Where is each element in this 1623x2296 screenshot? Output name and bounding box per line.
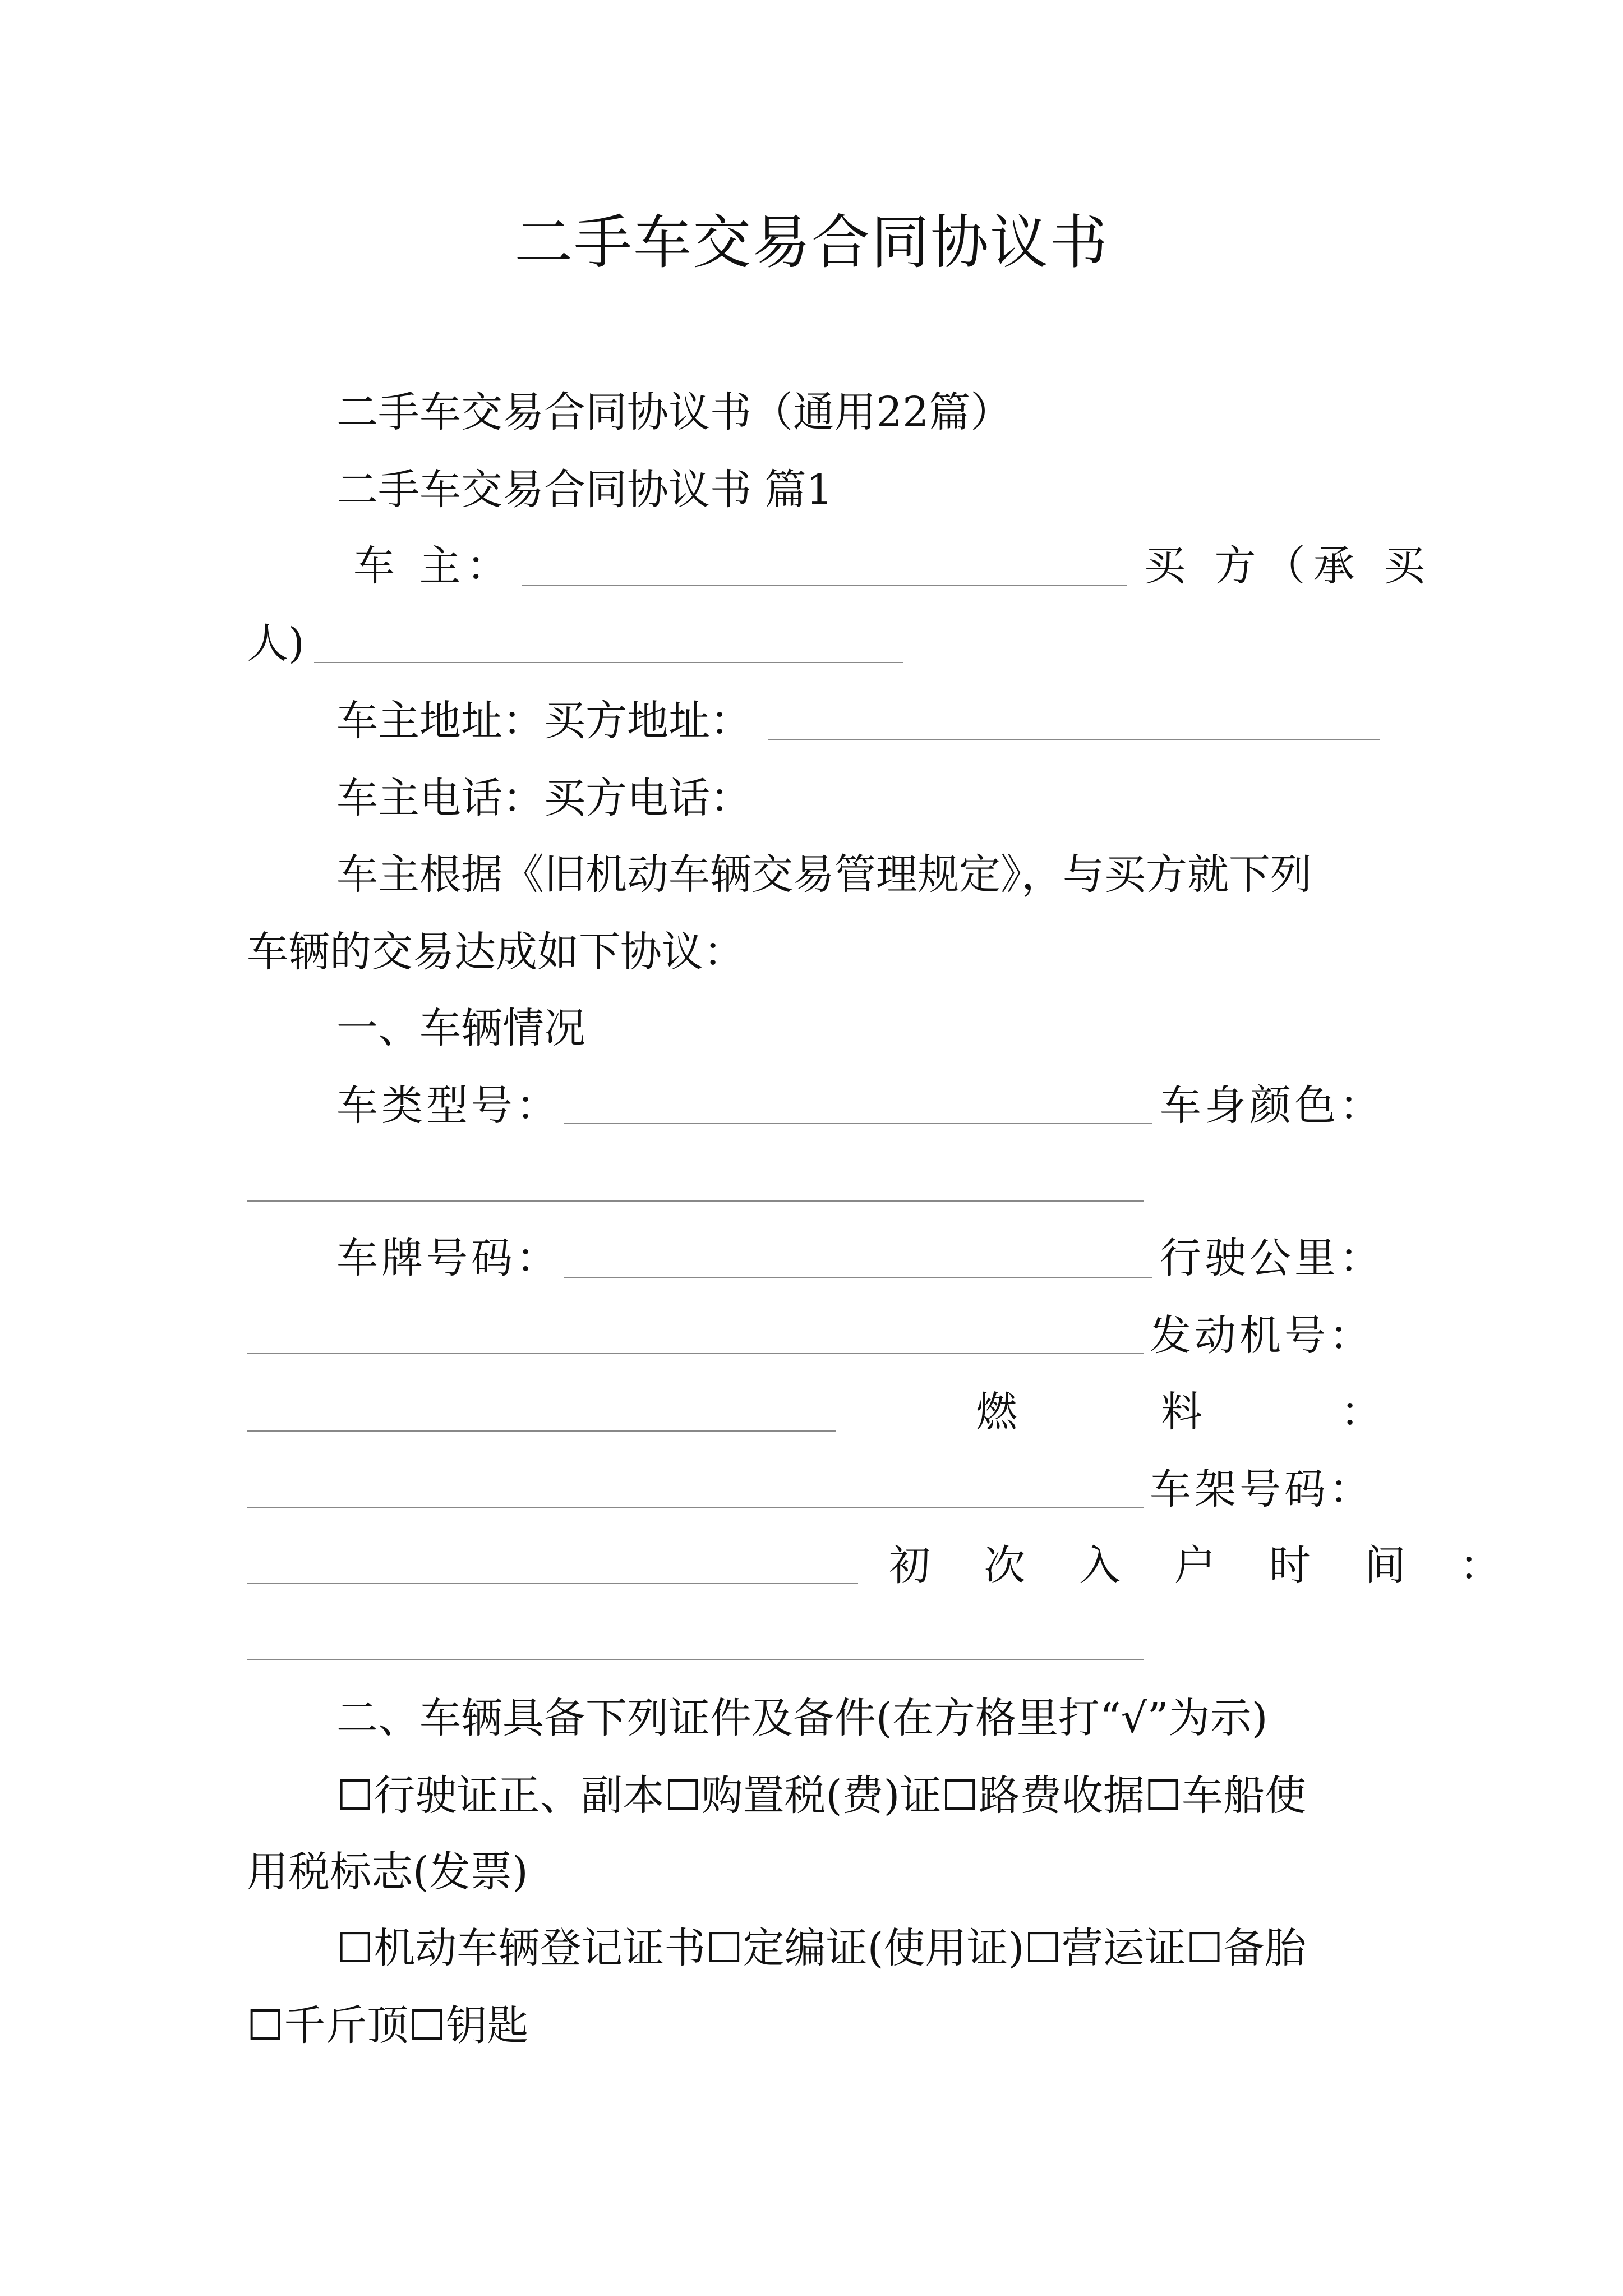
- buyer-blank[interactable]: [314, 662, 903, 663]
- documents-checklist-2-cont[interactable]: ☐千斤顶☐钥匙: [247, 2001, 529, 2050]
- engine-no-blank[interactable]: [247, 1430, 836, 1432]
- buyer-label: 买 方（承 买: [1144, 542, 1433, 590]
- buyer-label-cont: 人): [247, 619, 305, 668]
- documents-checklist-1[interactable]: ☐行驶证正、副本☐购置税(费)证☐路费收据☐车船使: [336, 1772, 1307, 1820]
- fuel-label-2: 料: [1161, 1388, 1202, 1436]
- first-registration-label: 初 次 入 户 时 间 ：: [889, 1542, 1521, 1590]
- fuel-blank[interactable]: [247, 1507, 1144, 1508]
- address-line: 车主地址：买方地址：: [336, 697, 751, 745]
- plate-no-label: 车牌号码：: [336, 1234, 561, 1282]
- phone-line: 车主电话：买方电话：: [336, 774, 751, 822]
- section-2-heading: 二、车辆具备下列证件及备件(在方格里打“√”为示): [336, 1694, 1268, 1742]
- documents-checklist-2[interactable]: ☐机动车辆登记证书☐定编证(使用证)☐营运证☐备胎: [336, 1924, 1307, 1972]
- subtitle: 二手车交易合同协议书（通用22篇）: [336, 388, 1012, 436]
- documents-checklist-1-cont: 用税标志(发票): [247, 1848, 528, 1896]
- body-color-label: 车身颜色：: [1160, 1082, 1384, 1130]
- intro-text: 车主根据《旧机动车辆交易管理规定》，与买方就下列: [336, 850, 1312, 899]
- frame-no-blank[interactable]: [247, 1583, 858, 1584]
- car-model-blank[interactable]: [564, 1123, 1152, 1124]
- owner-blank[interactable]: [522, 585, 1127, 586]
- address-blank[interactable]: [768, 739, 1380, 740]
- fuel-label-1: 燃: [976, 1388, 1017, 1436]
- first-registration-blank[interactable]: [247, 1659, 1144, 1660]
- mileage-blank[interactable]: [247, 1353, 1144, 1354]
- body-color-blank[interactable]: [247, 1200, 1144, 1202]
- mileage-label: 行驶公里：: [1160, 1234, 1384, 1282]
- car-model-label: 车类型号：: [336, 1082, 561, 1130]
- intro-text-cont: 车辆的交易达成如下协议：: [247, 928, 745, 976]
- section-1-heading: 一、车辆情况: [336, 1004, 585, 1052]
- plate-no-blank[interactable]: [564, 1277, 1152, 1278]
- owner-label: 车 主：: [353, 542, 514, 590]
- frame-no-label: 车架号码：: [1150, 1465, 1374, 1513]
- document-title: 二手车交易合同协议书: [514, 208, 1109, 277]
- engine-no-label: 发动机号：: [1150, 1312, 1374, 1360]
- chapter-heading: 二手车交易合同协议书 篇1: [336, 466, 833, 514]
- fuel-label-colon: ：: [1340, 1388, 1382, 1436]
